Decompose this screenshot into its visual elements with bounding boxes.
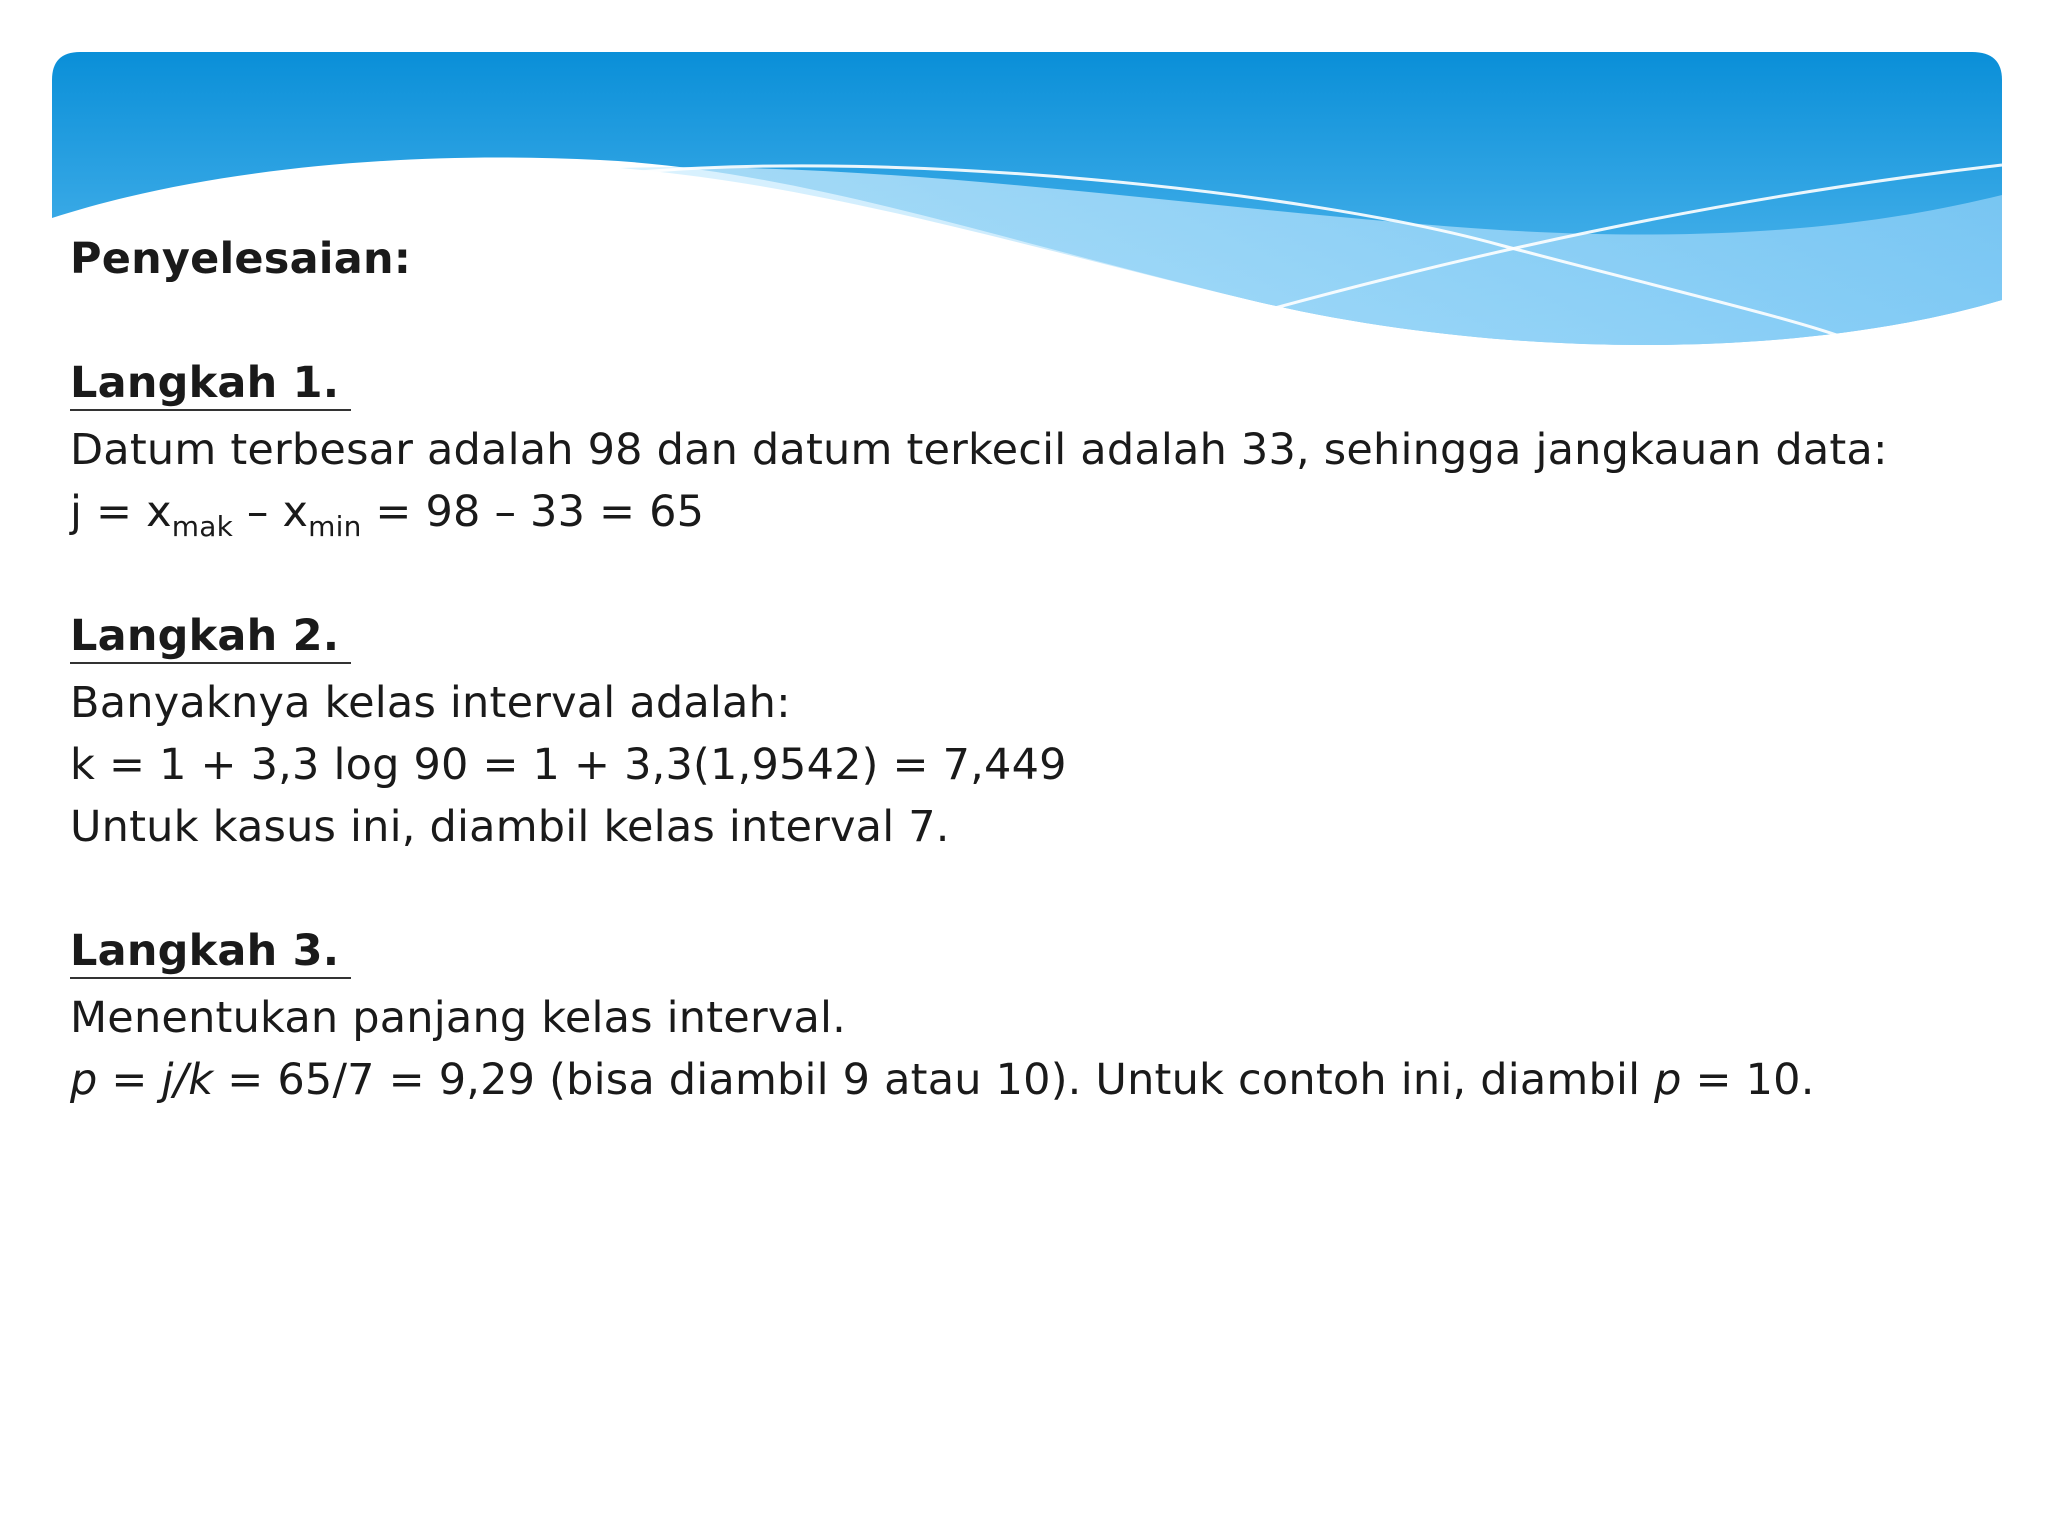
step-1-formula [70,481,2010,543]
step-1 [70,352,2010,543]
step-1-text: Datum terbesar adalah 98 dan datum terkecil adalah 33, sehingga jangkauan data: [70,425,1888,475]
formula-eq: = [97,1055,162,1105]
step-3-formula [70,1049,2010,1111]
slide-content [70,228,2010,1111]
step-2-formula: k = 1 + 3,3 log 90 = 1 + 3,3(1,9542) = 7,449 [70,740,1067,790]
solution-title: Penyelesaian: [70,234,412,284]
step-2-text: Banyaknya kelas interval adalah: [70,678,791,728]
step-3 [70,920,2010,1111]
formula-lhs: j = x [70,487,172,537]
formula-mid: – x [233,487,309,537]
step-2-conclusion: Untuk kasus ini, diambil kelas interval 7. [70,802,950,852]
formula-rhs: = 98 – 33 = 65 [361,487,705,537]
step-3-heading: Langkah 3. [70,925,351,979]
formula-rest: = 65/7 = 9,29 (bisa diambil 9 atau 10). Untuk contoh ini, diambil [213,1055,1655,1105]
formula-p2: p [1654,1055,1682,1105]
step-1-heading: Langkah 1. [70,357,351,411]
formula-p: p [70,1055,98,1105]
step-3-text: Menentukan panjang kelas interval. [70,993,847,1043]
formula-sub-mak: mak [171,510,234,543]
formula-jk: j/k [161,1055,214,1105]
step-2-heading: Langkah 2. [70,610,351,664]
formula-end: = 10. [1681,1055,1815,1105]
formula-sub-min: min [308,510,362,543]
step-2 [70,605,2010,858]
